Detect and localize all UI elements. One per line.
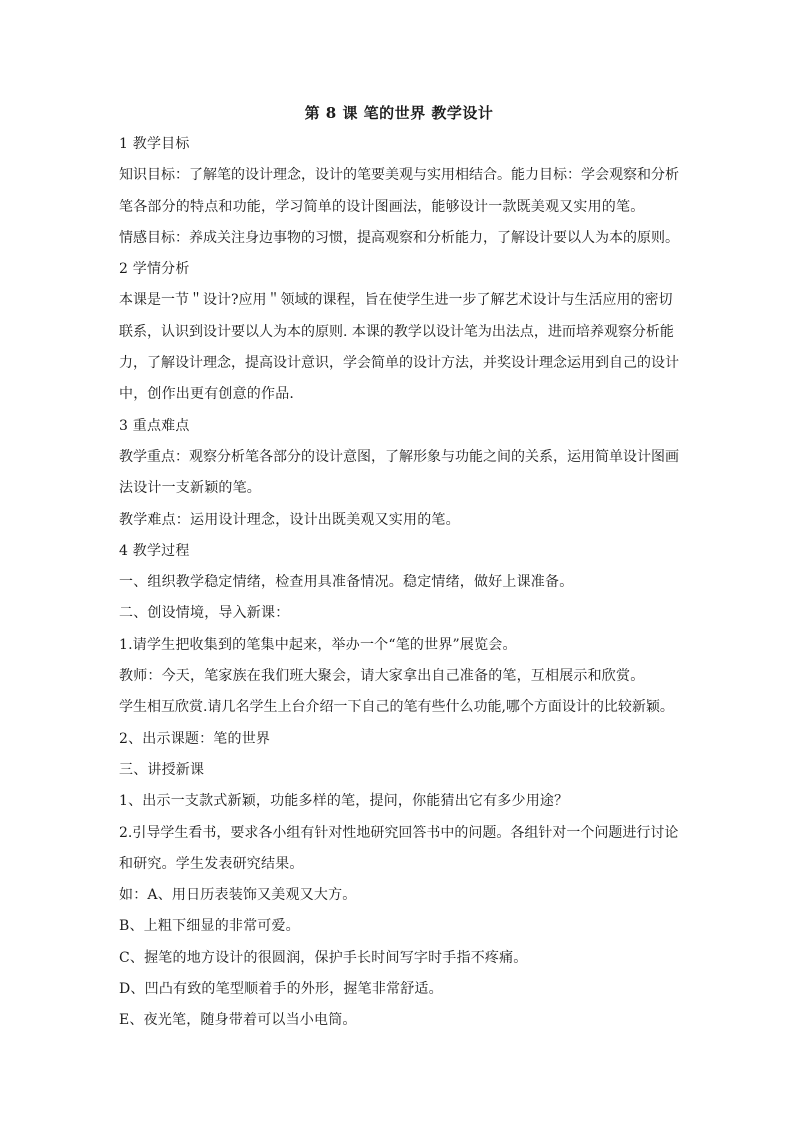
paragraph-line: 1.请学生把收集到的笔集中起来，举办一个“笔的世界”展览会。	[119, 636, 517, 653]
paragraph-line: 教师：今天，笔家族在我们班大聚会，请大家拿出自己准备的笔，互相展示和欣赏。	[119, 668, 645, 685]
list-item: D、凹凸有致的笔型顺着手的外形，握笔非常舒适。	[119, 981, 443, 998]
paragraph-line: 联系，认识到设计要以人为本的原则. 本课的教学以设计笔为出法点，进而培养观察分析能	[119, 323, 674, 340]
paragraph-line: 学生相互欣赏.请几名学生上台介绍一下自己的笔有些什么功能,哪个方面设计的比较新颖。	[119, 699, 674, 716]
paragraph-line: 2.引导学生看书，要求各小组有针对性地研究回答书中的问题。各组针对一个问题进行讨论	[119, 824, 679, 841]
paragraph-line: 知识目标：了解笔的设计理念，设计的笔要美观与实用相结合。能力目标：学会观察和分析	[119, 167, 679, 184]
paragraph-line: 2、出示课题：笔的世界	[119, 730, 271, 747]
paragraph-line: 一、组织教学稳定情绪，检查用具准备情况。稳定情绪，做好上课准备。	[119, 574, 574, 591]
paragraph-line: 本课是一节＂设计?应用＂领域的课程，旨在使学生进一步了解艺术设计与生活应用的密切	[119, 292, 673, 309]
section-heading-key-points: 3 重点难点	[119, 417, 190, 434]
paragraph-line: 中，创作出更有创意的作品.	[119, 386, 295, 403]
paragraph-line: 力，了解设计理念，提高设计意识，学会简单的设计方法，并奖设计理念运用到自己的设计	[119, 355, 679, 372]
paragraph-line: 情感目标：养成关注身边事物的习惯，提高观察和分析能力，了解设计要以人为本的原则。	[119, 229, 679, 246]
paragraph-line: 二、创设情境，导入新课：	[119, 605, 290, 622]
paragraph-line: 教学重点：观察分析笔各部分的设计意图，了解形象与功能之间的关系，运用简单设计图画	[119, 448, 679, 465]
section-heading-process: 4 教学过程	[119, 542, 190, 559]
paragraph-line: 1、出示一支款式新颖，功能多样的笔，提问，你能猜出它有多少用途？	[119, 793, 569, 810]
section-heading-analysis: 2 学情分析	[119, 261, 190, 278]
paragraph-line: 法设计一支新颖的笔。	[119, 480, 261, 497]
list-item: C、握笔的地方设计的很圆润，保护手长时间写字时手指不疼痛。	[119, 949, 528, 966]
paragraph-line: 三、讲授新课	[119, 761, 205, 778]
list-item: E、夜光笔，随身带着可以当小电筒。	[119, 1012, 357, 1029]
document-page	[119, 99, 679, 1037]
document-title: 第 8 课 笔的世界 教学设计	[304, 104, 494, 122]
paragraph-line: 笔各部分的特点和功能，学习简单的设计图画法，能够设计一款既美观又实用的笔。	[119, 198, 645, 215]
paragraph-line: 和研究。学生发表研究结果。	[119, 855, 304, 872]
list-item: B、上粗下细显的非常可爱。	[119, 918, 300, 935]
list-item: 如：A、用日历表装饰又美观又大方。	[119, 887, 357, 904]
section-heading-objectives: 1 教学目标	[119, 136, 190, 152]
paragraph-line: 教学难点：运用设计理念，设计出既美观又实用的笔。	[119, 511, 460, 528]
